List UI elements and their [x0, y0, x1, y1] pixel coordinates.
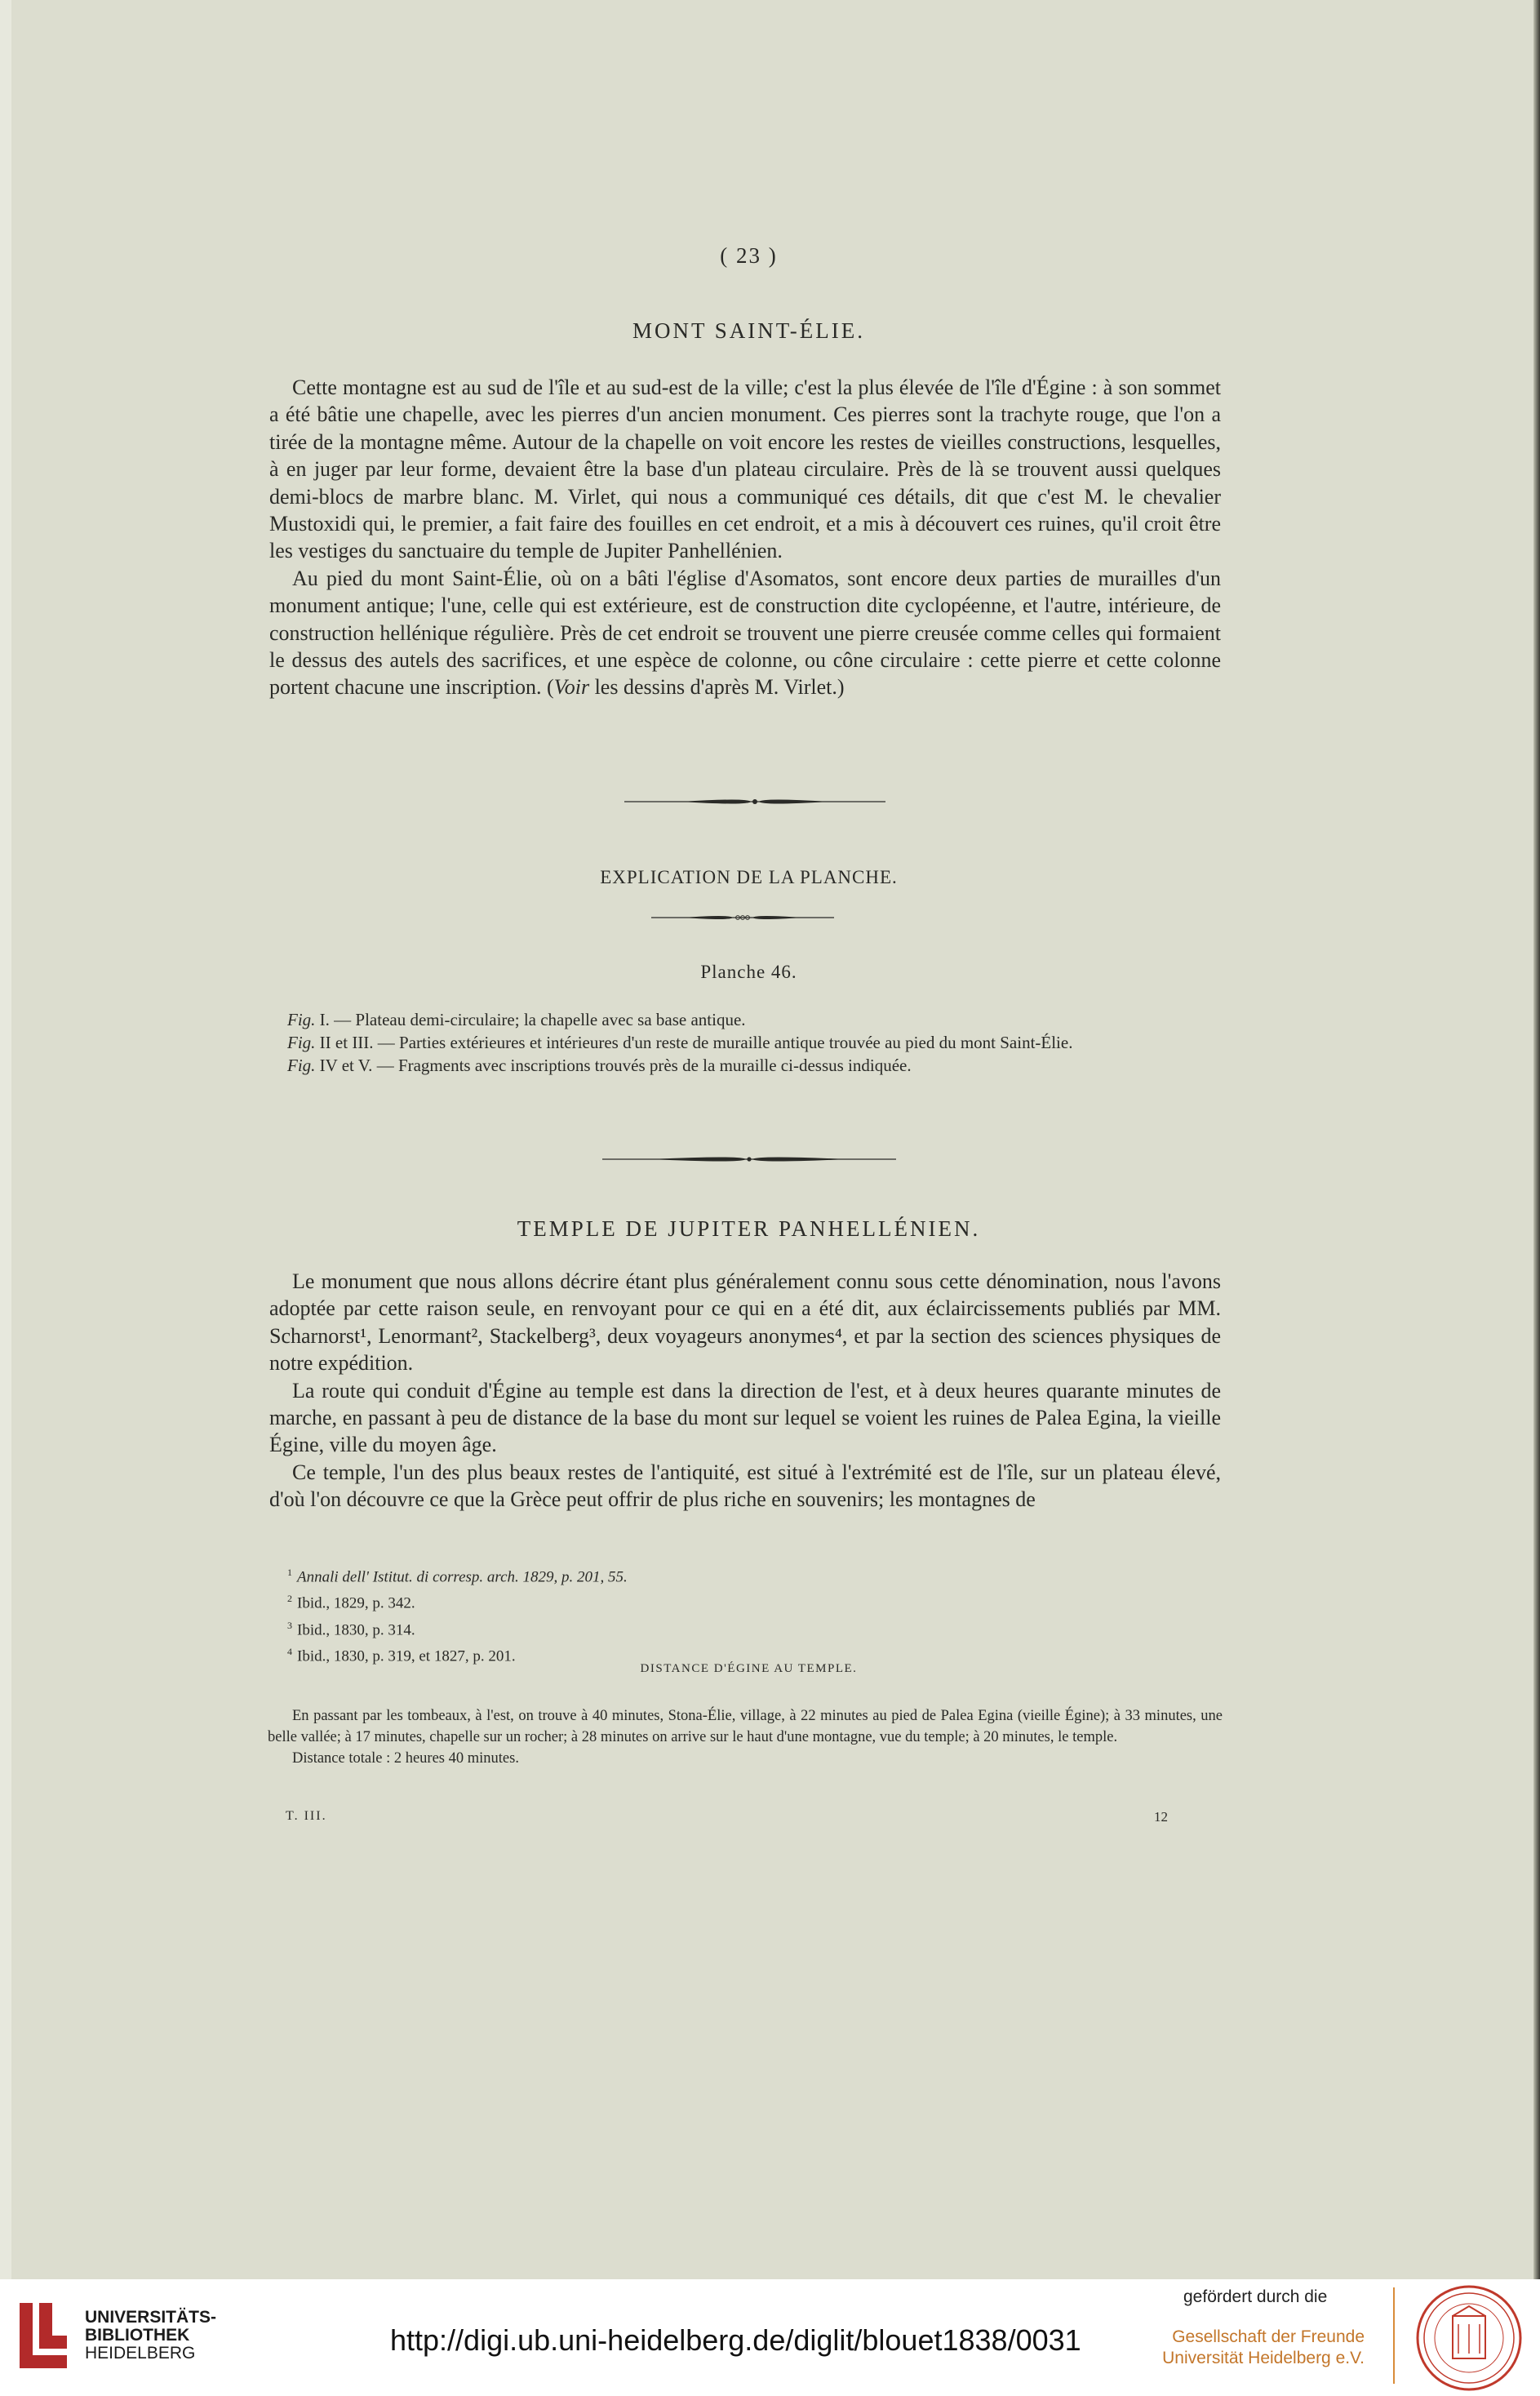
- footer-divider: [1393, 2287, 1395, 2384]
- library-name-line: UNIVERSITÄTS-: [85, 2308, 217, 2327]
- fig-num: II et III.: [319, 1033, 374, 1052]
- footnote: [287, 1562, 940, 1588]
- fig-ref: Fig.: [287, 1010, 316, 1029]
- fig-num: I.: [319, 1010, 330, 1029]
- page-edge-shadow: [1533, 0, 1540, 2279]
- university-seal-icon[interactable]: [1414, 2283, 1524, 2393]
- library-name-line: HEIDELBERG: [85, 2344, 196, 2363]
- paragraph: Le monument que nous allons décrire étant plus généralement connu sous cette dénomination, nous l'avons adoptée par cette raison seule, en renvoyant pour ce qui en a été dit, aux éclaircissements publiés par MM. Scharnorst¹, Lenormant², Stackelberg³, deux voyageurs anonymes⁴, et par la section des sciences physiques de notre expédition.: [269, 1269, 1221, 1376]
- planche-label: Planche 46.: [700, 962, 797, 982]
- sponsor-name[interactable]: [1162, 2327, 1365, 2369]
- paragraph: La route qui conduit d'Égine au temple est dans la direction de l'est, et à deux heures quarante minutes de marche, en passant à peu de distance de la base du mont sur lequel se voient les ruines de Palea Egina, la vieille Égine, ville du moyen âge.: [269, 1378, 1221, 1457]
- footnote-mark: 2: [287, 1593, 292, 1605]
- footnote-text: Ibid., 1830, p. 314.: [297, 1620, 415, 1638]
- section-mont-saint-elie-text: [269, 374, 1221, 701]
- volume-mark: T. III.: [286, 1809, 327, 1823]
- ornamental-rule-3: [602, 1154, 896, 1165]
- ornamental-rule-1: [624, 796, 885, 807]
- figure-item: [268, 1008, 1223, 1031]
- library-name[interactable]: [85, 2309, 216, 2363]
- paragraph: Ce temple, l'un des plus beaux restes de l'antiquité, est situé à l'extrémité est de l'île, sur un plateau élevé, d'où l'on découvre ce que la Grèce peut offrir de plus riche en souvenirs; les montagnes de: [269, 1460, 1221, 1512]
- footnote-mark: 3: [287, 1619, 292, 1631]
- digitization-footer: [0, 2279, 1540, 2396]
- sponsor-label: gefördert durch die: [1183, 2287, 1328, 2306]
- document-url-link[interactable]: http://digi.ub.uni-heidelberg.de/diglit/blouet1838/0031: [390, 2323, 1081, 2357]
- paragraph: Cette montagne est au sud de l'île et au sud-est de la ville; c'est la plus élevée de l'île d'Égine : à son sommet a été bâtie une chapelle, avec les pierres d'un ancien monument. Ces pierres sont la trachyte rouge, que l'on a tirée de la montagne même. Autour de la chapelle on voit encore les restes de vieilles constructions, lesquelles, à en juger par leur forme, devaient être la base d'un plateau circulaire. Près de là se trouvent aussi quelques demi-blocs de marbre blanc. M. Virlet, qui nous a communiqué ces détails, dit que c'est M. le chevalier Mustoxidi qui, le premier, a fait faire des fouilles en cet endroit, et a mis à découvert ces ruines, qu'il croit être les vestiges du sanctuaire du temple de Jupiter Panhellénien.: [269, 376, 1221, 563]
- sheet-signature: 12: [1154, 1809, 1168, 1825]
- figure-item: [268, 1054, 1223, 1077]
- distance-text: [268, 1705, 1223, 1769]
- fig-ref: Fig.: [287, 1056, 316, 1075]
- section-title-mont-saint-elie: MONT SAINT-ÉLIE.: [632, 318, 865, 343]
- footnote: [287, 1588, 940, 1614]
- paragraph: [269, 565, 1221, 701]
- footnote: [287, 1615, 940, 1641]
- paragraph: Distance totale : 2 heures 40 minutes.: [292, 1750, 519, 1767]
- fig-caption: — Fragments avec inscriptions trouvés près de la muraille ci-dessus indiquée.: [372, 1056, 912, 1075]
- ub-heidelberg-logo-icon[interactable]: [15, 2296, 72, 2375]
- distance-title: DISTANCE D'ÉGINE AU TEMPLE.: [640, 1662, 858, 1675]
- footnotes: [287, 1562, 940, 1667]
- section-title-explication: EXPLICATION DE LA PLANCHE.: [600, 867, 898, 887]
- paragraph: En passant par les tombeaux, à l'est, on trouve à 40 minutes, Stona-Élie, village, à 22 minutes au pied de Palea Egina (vieille Égine); à 33 minutes, une belle vallée; à 17 minutes, chapelle sur un rocher; à 28 minutes on arrive sur le haut d'une montagne, vue du temple; à 20 minutes, le temple.: [268, 1708, 1223, 1745]
- footnote-text: Annali dell' Istitut. di corresp. arch. 1829, p. 201, 55.: [297, 1568, 628, 1586]
- figure-item: [268, 1031, 1223, 1054]
- section-temple-text: [269, 1268, 1221, 1514]
- sponsor-line: Gesellschaft der Freunde: [1172, 2327, 1365, 2346]
- fig-ref: Fig.: [287, 1033, 316, 1052]
- ornamental-rule-2: [651, 913, 834, 922]
- fig-num: IV et V.: [319, 1056, 373, 1075]
- paragraph-text: Au pied du mont Saint-Élie, où on a bâti l'église d'Asomatos, sont encore deux parties de murailles d'un monument antique; l'une, celle qui est extérieure, est de construction dite cyclopéenne, et l'autre, intérieure, de construction hellénique régulière. Près de cet endroit se trouvent une pierre creusée comme celles qui formaient le dessus des autels des sacrifices, et une espèce de colonne, ou cône circulaire : cette pierre et cette colonne portent chacune une inscription. (Voir les dessins d'après M. Virlet.): [269, 566, 1221, 700]
- page-number: ( 23 ): [720, 243, 778, 268]
- footnote-text: Ibid., 1829, p. 342.: [297, 1594, 415, 1612]
- footnote-mark: 4: [287, 1645, 292, 1657]
- sponsor-line: Universität Heidelberg e.V.: [1162, 2349, 1365, 2367]
- footnote-mark: 1: [287, 1567, 292, 1578]
- figure-list: [268, 1008, 1223, 1077]
- fig-caption: — Parties extérieures et intérieures d'un reste de muraille antique trouvée au pied du mont Saint-Élie.: [373, 1033, 1073, 1052]
- library-name-line: BIBLIOTHEK: [85, 2326, 190, 2345]
- footnote-text: Ibid., 1830, p. 319, et 1827, p. 201.: [297, 1647, 516, 1665]
- section-title-temple: TEMPLE DE JUPITER PANHELLÉNIEN.: [517, 1216, 981, 1241]
- fig-caption: — Plateau demi-circulaire; la chapelle avec sa base antique.: [329, 1010, 746, 1029]
